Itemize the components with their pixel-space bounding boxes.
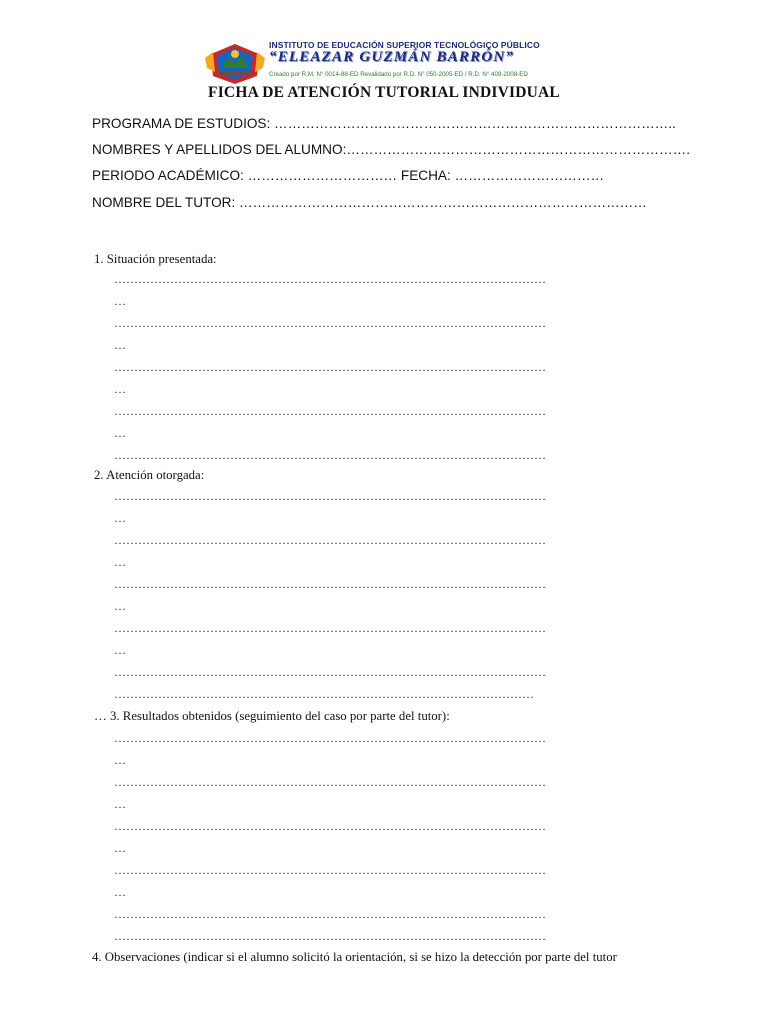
- dotted-line: …: [114, 885, 126, 899]
- fecha-dots: ……………………………: [450, 168, 605, 183]
- dotted-line: ………………………………………………………………………………………………: [114, 404, 546, 418]
- dotted-line: …: [114, 294, 126, 308]
- institution-resolutions: Creado por R.M. N° 0014-88-ED Revalidado por R.D. N° 050-2005-ED / R.D. N° 409-2008-ED: [269, 71, 528, 78]
- dotted-line: ………………………………………………………………………………………………: [114, 489, 546, 503]
- dotted-line: ………………………………………………………………………………………………: [114, 819, 546, 833]
- dotted-line: ………………………………………………………………………………………………: [114, 272, 546, 286]
- institution-logo-icon: [205, 38, 265, 86]
- dotted-line: ………………………………………………………………………………………………: [114, 621, 546, 635]
- section-atencion-heading: 2. Atención otorgada:: [94, 468, 205, 482]
- dotted-line: …: [114, 426, 126, 440]
- tutor-label: NOMBRE DEL TUTOR:: [92, 195, 236, 210]
- dotted-line: ………………………………………………………………………………………………: [114, 448, 546, 462]
- dotted-line: …: [114, 511, 126, 525]
- dotted-line: ……………………………………………………………………………………………: [114, 687, 534, 701]
- page-title: FICHA DE ATENCIÓN TUTORIAL INDIVIDUAL: [208, 84, 560, 101]
- dotted-line: ………………………………………………………………………………………………: [114, 775, 546, 789]
- dotted-line: ………………………………………………………………………………………………: [114, 863, 546, 877]
- dotted-line: ………………………………………………………………………………………………: [114, 577, 546, 591]
- dotted-line: …: [114, 797, 126, 811]
- dotted-line: ………………………………………………………………………………………………: [114, 360, 546, 374]
- nombres-dots: ………………………………………………………………….: [346, 142, 690, 157]
- nombres-field: [92, 142, 690, 157]
- dotted-line: ………………………………………………………………………………………………: [114, 731, 546, 745]
- tutor-field: [92, 195, 647, 210]
- section-resultados-heading: … 3. Resultados obtenidos (seguimiento del caso por parte del tutor):: [94, 709, 450, 723]
- institution-name: INSTITUTO DE EDUCACIÓN SUPERIOR TECNOLÓGICO PÚBLICO: [269, 40, 540, 50]
- programa-label: PROGRAMA DE ESTUDIOS:: [92, 116, 271, 131]
- section-observaciones-heading: 4. Observaciones (indicar si el alumno solicitó la orientación, si se hizo la detección por parte del tutor: [92, 950, 617, 964]
- tutor-dots: ………………………………………………………………………………: [235, 195, 647, 210]
- institution-honoree: “ELEAZAR GUZMÁN BARRÓN”: [269, 49, 515, 65]
- periodo-dots: ……………………………: [243, 168, 401, 183]
- section-situacion-heading: 1. Situación presentada:: [94, 252, 217, 266]
- dotted-line: …: [114, 753, 126, 767]
- programa-field: [92, 116, 676, 131]
- periodo-fecha-field: [92, 168, 604, 183]
- dotted-line: …: [114, 382, 126, 396]
- nombres-label: NOMBRES Y APELLIDOS DEL ALUMNO:: [92, 142, 347, 157]
- fecha-label: FECHA:: [400, 168, 451, 183]
- dotted-line: ………………………………………………………………………………………………: [114, 907, 546, 921]
- dotted-line: …: [114, 555, 126, 569]
- dotted-line: ………………………………………………………………………………………………: [114, 665, 546, 679]
- dotted-line: …: [114, 643, 126, 657]
- periodo-label: PERIODO ACADÉMICO:: [92, 168, 244, 183]
- dotted-line: ………………………………………………………………………………………………: [114, 929, 546, 943]
- institution-header: [205, 38, 565, 88]
- dotted-line: ………………………………………………………………………………………………: [114, 533, 546, 547]
- dotted-line: …: [114, 338, 126, 352]
- programa-dots: ……………………………………………………………………………..: [270, 116, 676, 131]
- dotted-line: …: [114, 599, 126, 613]
- dotted-line: …: [114, 841, 126, 855]
- dotted-line: ………………………………………………………………………………………………: [114, 316, 546, 330]
